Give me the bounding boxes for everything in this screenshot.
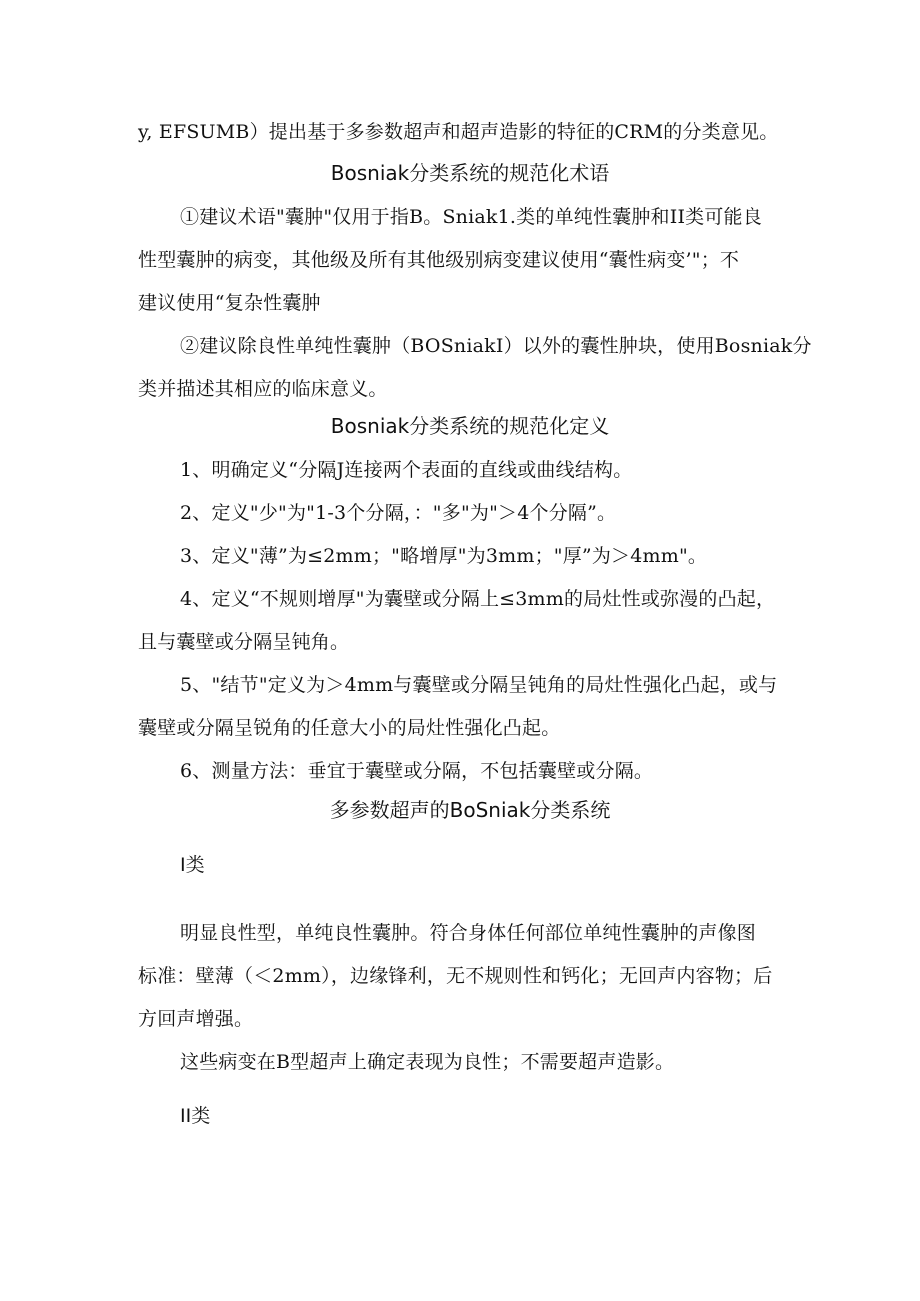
class-1-desc-line-2: 标准：壁薄（＜2mm），边缘锋利，无不规则性和钙化；无回声内容物；后 <box>138 965 773 987</box>
terminology-item-1-line-2: 性型囊肿的病变，其他级及所有其他级别病变建议使用“囊性病变’"；不 <box>138 249 740 271</box>
definition-5-line-2: 囊壁或分隔呈锐角的任意大小的局灶性强化凸起。 <box>138 717 561 739</box>
class-2-label: II类 <box>180 1105 211 1127</box>
definition-1: 1、明确定义“分隔J连接两个表面的直线或曲线结构。 <box>180 459 633 481</box>
terminology-item-2-line-1: ②建议除良性单纯性囊肿（BOSniakI）以外的囊性肿块，使用Bosniak分 <box>180 335 812 357</box>
definition-5-line-1: 5、"结节"定义为＞4mm与囊壁或分隔呈钝角的局灶性强化凸起，或与 <box>180 674 778 696</box>
definition-2: 2、定义"少"为"1-3个分隔，："多"为"＞4个分隔”。 <box>180 502 617 524</box>
definition-4-line-2: 且与囊壁或分隔呈钝角。 <box>138 631 350 653</box>
section-heading-terminology: Bosniak分类系统的规范化术语 <box>330 161 610 185</box>
class-1-note: 这些病变在B型超声上确定表现为良性；不需要超声造影。 <box>180 1051 675 1073</box>
definition-4-line-1: 4、定义“不规则增厚"为囊壁或分隔上≤3mm的局灶性或弥漫的凸起， <box>180 588 776 610</box>
intro-paragraph: y, EFSUMB）提出基于多参数超声和超声造影的特征的CRM的分类意见。 <box>138 121 779 143</box>
class-1-label: I类 <box>180 854 205 876</box>
section-heading-definitions: Bosniak分类系统的规范化定义 <box>330 414 610 438</box>
definition-3: 3、定义"薄”为≤2mm；"略增厚"为3mm；"厚”为＞4mm"。 <box>180 545 708 567</box>
terminology-item-1-line-1: ①建议术语"囊肿"仅用于指B。Sniak1.类的单纯性囊肿和II类可能良 <box>180 206 762 228</box>
terminology-item-1-line-3: 建议使用“复杂性囊肿 <box>138 292 321 314</box>
section-heading-multiparametric: 多参数超声的BoSniak分类系统 <box>329 798 611 822</box>
definition-6: 6、测量方法：垂宜于囊壁或分隔，不包括囊壁或分隔。 <box>180 760 654 782</box>
terminology-item-2-line-2: 类并描述其相应的临床意义。 <box>138 378 388 400</box>
class-1-desc-line-3: 方回声增强。 <box>138 1008 254 1030</box>
class-1-desc-line-1: 明显良性型，单纯良性囊肿。符合身体任何部位单纯性囊肿的声像图 <box>180 922 757 944</box>
